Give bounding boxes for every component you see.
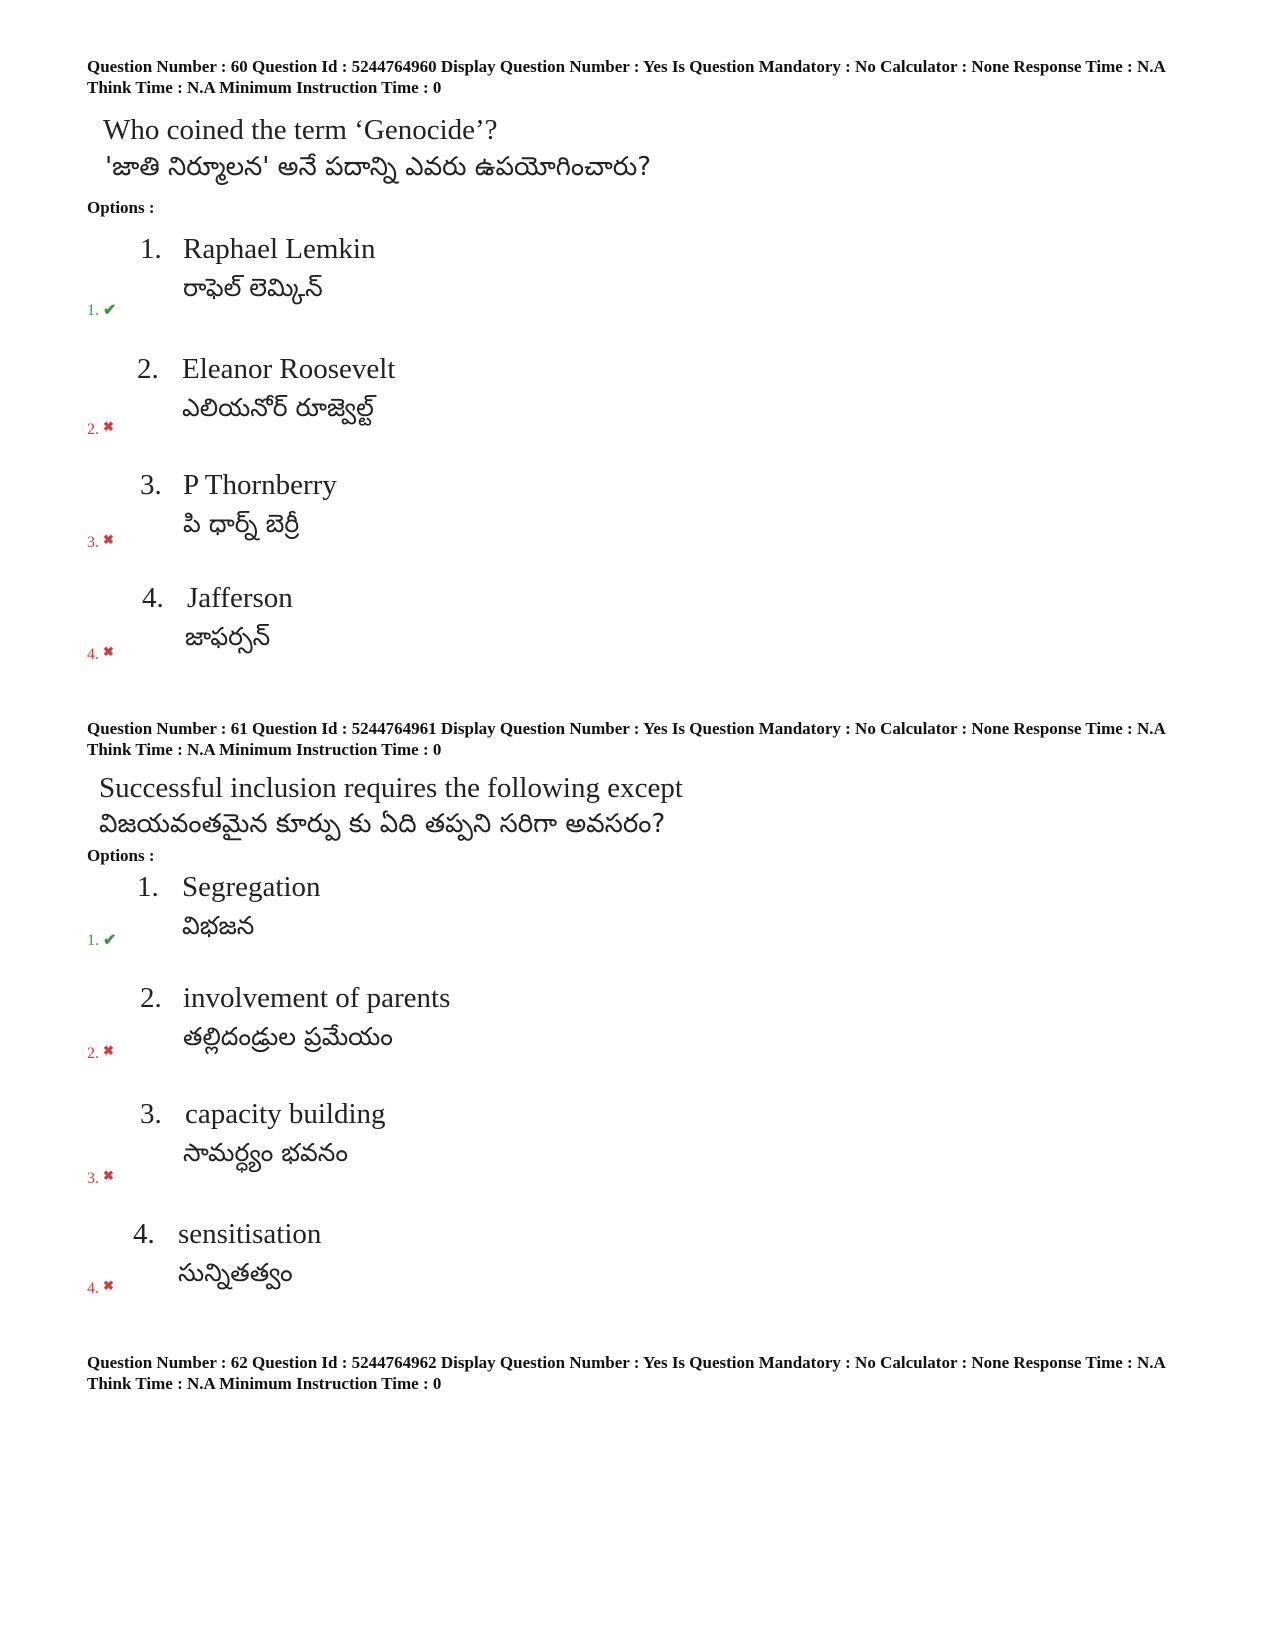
question-62-meta: Question Number : 62 Question Id : 5244764962 Display Question Number : Yes Is Question Mandatory : No Calculator : None Response Time : N.A Think Time : N.A Minimum Instruction Time : 0: [87, 1353, 1165, 1393]
check-icon: ✔: [103, 932, 117, 949]
option-number: 2.: [140, 982, 162, 1014]
question-61-options-label: Options :: [87, 846, 155, 865]
answer-marker-number: 4.: [87, 1280, 99, 1297]
answer-marker: [87, 419, 114, 439]
option-text-te: ఎలియనోర్ రూజ్వెల్ట్: [182, 393, 374, 422]
option-number: 1.: [140, 233, 162, 265]
option-text-en: involvement of parents: [183, 982, 451, 1014]
answer-marker-number: 1.: [87, 302, 99, 319]
option-number: 4.: [133, 1218, 155, 1250]
answer-marker: [87, 1278, 114, 1298]
question-60-meta: Question Number : 60 Question Id : 5244764960 Display Question Number : Yes Is Question Mandatory : No Calculator : None Response Time : N.A Think Time : N.A Minimum Instruction Time : 0: [87, 57, 1165, 97]
option-text-en: sensitisation: [178, 1218, 322, 1250]
cross-icon: ✖: [103, 644, 114, 659]
option-number: 4.: [142, 582, 164, 614]
question-61-text-te: విజయవంతమైన కూర్పు కు ఏది తప్పని సరిగా అవసరం?: [99, 809, 666, 839]
question-61-meta: Question Number : 61 Question Id : 5244764961 Display Question Number : Yes Is Question Mandatory : No Calculator : None Response Time : N.A Think Time : N.A Minimum Instruction Time : 0: [87, 719, 1165, 759]
check-icon: ✔: [103, 302, 117, 319]
option-text-en: Jafferson: [187, 582, 293, 614]
option-text-en: Segregation: [182, 871, 321, 903]
answer-marker: [87, 532, 114, 552]
cross-icon: ✖: [103, 419, 114, 434]
option-number: 3.: [140, 469, 162, 501]
answer-marker: [87, 1168, 114, 1188]
option-number: 3.: [140, 1098, 162, 1130]
cross-icon: ✖: [103, 1043, 114, 1058]
answer-marker: [87, 644, 114, 664]
option-number: 1.: [137, 871, 159, 903]
answer-marker-number: 1.: [87, 932, 99, 949]
answer-marker-number: 3.: [87, 1170, 99, 1187]
answer-marker-number: 2.: [87, 421, 99, 438]
option-text-te: విభజన: [182, 911, 255, 940]
option-text-te: సున్నితత్వం: [178, 1258, 293, 1287]
option-text-en: Raphael Lemkin: [183, 233, 376, 265]
cross-icon: ✖: [103, 532, 114, 547]
question-60-text-en: Who coined the term ‘Genocide’?: [103, 114, 498, 146]
cross-icon: ✖: [103, 1168, 114, 1183]
answer-marker: [87, 300, 116, 320]
option-text-en: P Thornberry: [183, 469, 337, 501]
option-text-te: రాఫెల్ లెమ్కిన్: [183, 273, 323, 302]
answer-marker-number: 3.: [87, 534, 99, 551]
question-60-options-label: Options :: [87, 198, 155, 217]
answer-marker: [87, 1043, 114, 1063]
option-text-te: తల్లిదండ్రుల ప్రమేయం: [183, 1022, 393, 1051]
cross-icon: ✖: [103, 1278, 114, 1293]
question-61-text-en: Successful inclusion requires the following except: [99, 772, 683, 804]
option-text-te: పి ధార్న్ బెర్రీ: [183, 509, 300, 538]
answer-marker-number: 4.: [87, 646, 99, 663]
answer-marker: [87, 930, 116, 950]
option-text-te: సామర్ధ్యం భవనం: [183, 1138, 349, 1167]
option-number: 2.: [137, 353, 159, 385]
option-text-te: జాఫర్సన్: [185, 622, 271, 651]
answer-marker-number: 2.: [87, 1045, 99, 1062]
option-text-en: Eleanor Roosevelt: [182, 353, 396, 385]
option-text-en: capacity building: [185, 1098, 386, 1130]
question-60-text-te: 'జాతి నిర్మూలన' అనే పదాన్ని ఎవరు ఉపయోగించారు?: [105, 152, 651, 182]
